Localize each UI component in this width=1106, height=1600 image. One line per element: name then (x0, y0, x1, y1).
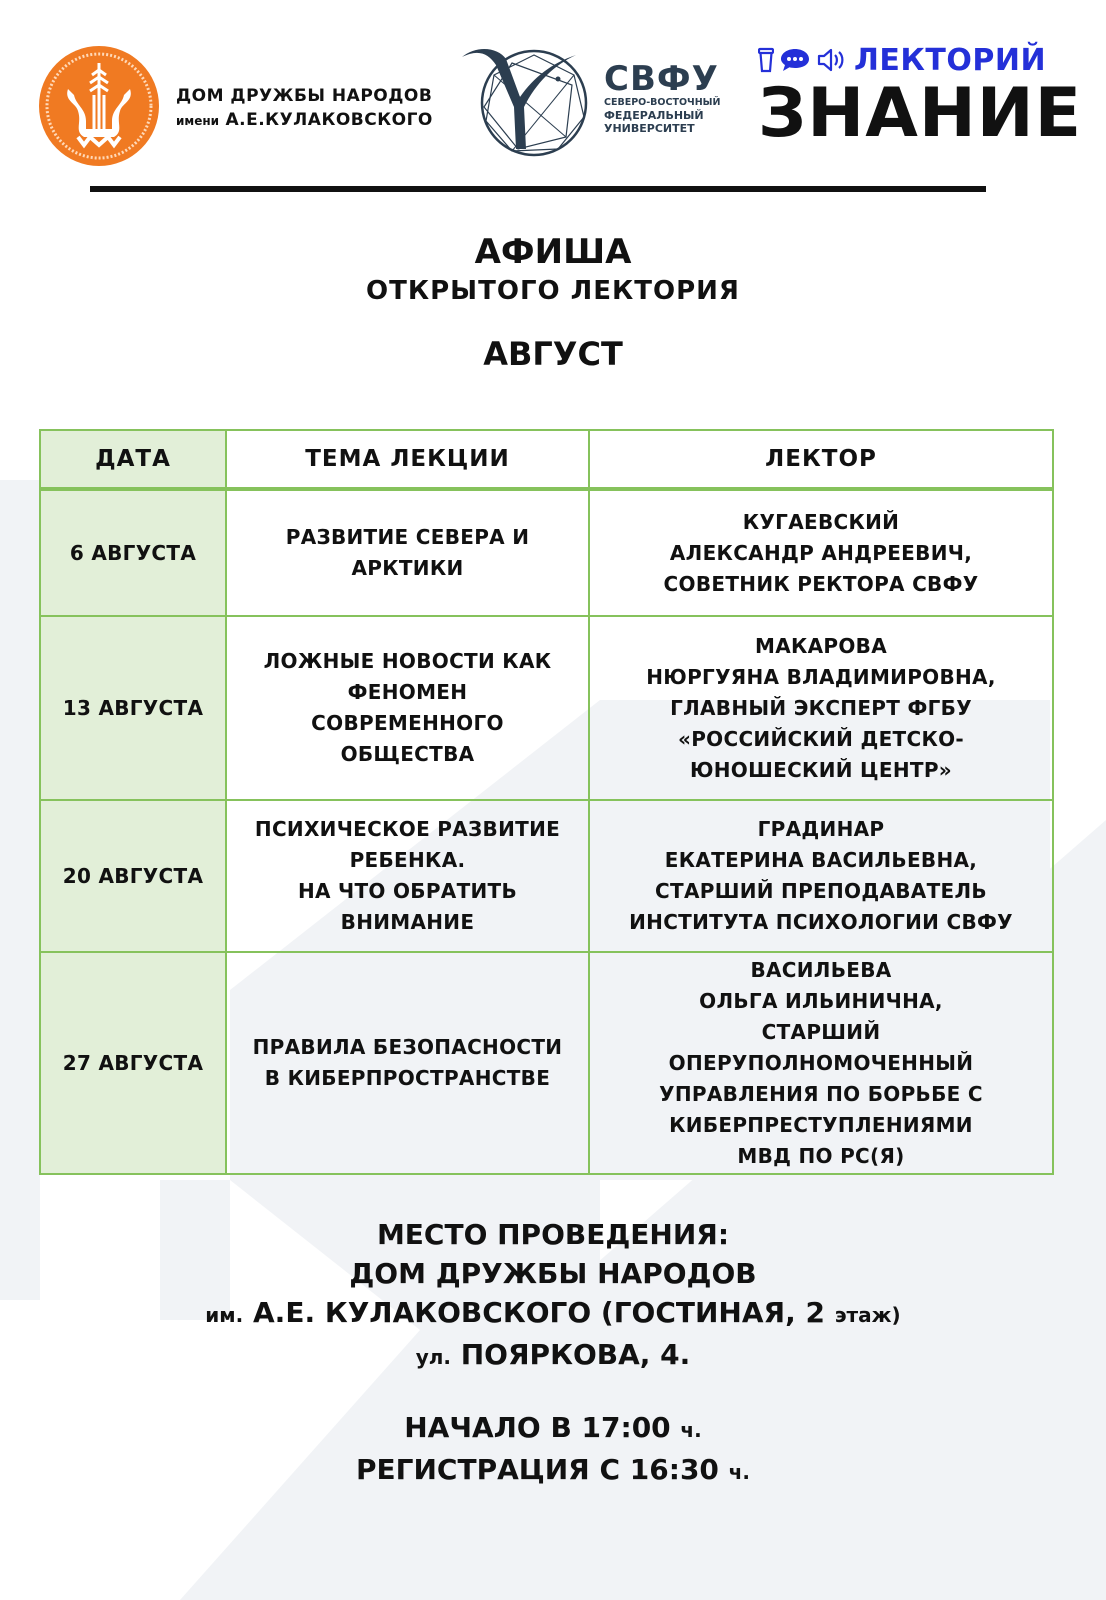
venue-im-name: А.Е. КУЛАКОВСКОГО (ГОСТИНАЯ, 2 (253, 1296, 825, 1329)
topic-line: В КИБЕРПРОСТРАНСТВЕ (264, 1066, 551, 1090)
start-time-label: НАЧАЛО В 17:00 (404, 1411, 671, 1444)
lecturer-line: ГРАДИНАР (757, 817, 885, 841)
header-lecturer: ЛЕКТОР (589, 430, 1053, 489)
lecturer-line: КУГАЕВСКИЙ (742, 509, 900, 534)
lecturer-line: СОВЕТНИК РЕКТОРА СВФУ (663, 571, 979, 596)
svfu-logo-text (604, 59, 721, 135)
chat-bubble-icon (780, 47, 810, 73)
lecturer-line: МАКАРОВА (755, 633, 887, 658)
page-subtitle: ОТКРЫТОГО ЛЕКТОРИЯ (366, 276, 740, 306)
topic-line: ПРАВИЛА БЕЗОПАСНОСТИ (252, 1035, 563, 1059)
znanie-logo-lektoriy: ЛЕКТОРИЙ (854, 42, 1047, 78)
poster-titles (0, 230, 1106, 374)
znanie-logo-word: ЗНАНИЕ (758, 74, 1083, 153)
time-info (0, 1408, 1106, 1492)
topic-line: РЕБЕНКА. (349, 848, 466, 872)
venue-street-prefix: ул. (415, 1345, 451, 1369)
lecturer-line: МВД ПО РС(Я) (737, 1143, 905, 1168)
lecturer (589, 489, 1053, 616)
registration-time-label: РЕГИСТРАЦИЯ С 16:30 (356, 1453, 719, 1486)
topic-line: РАЗВИТИЕ СЕВЕРА И (285, 525, 530, 549)
header-date: ДАТА (40, 430, 226, 489)
venue-name: ДОМ ДРУЖБЫ НАРОДОВ (349, 1257, 757, 1290)
lecture-schedule-table (39, 429, 1054, 1175)
lecturer-line: ЮНОШЕСКИЙ ЦЕНТР» (689, 757, 953, 782)
svfu-emblem-logo (462, 45, 590, 157)
venue-named-after (0, 1293, 1106, 1335)
lecturer-line: НЮРГУЯНА ВЛАДИМИРОВНА, (646, 664, 996, 689)
svfu-line1: СЕВЕРО-ВОСТОЧНЫЙ (604, 97, 721, 108)
venue-street: ПОЯРКОВА, 4. (460, 1338, 691, 1371)
header-topic: ТЕМА ЛЕКЦИИ (226, 430, 589, 489)
lecturer-line: СТАРШИЙ ПРЕПОДАВАТЕЛЬ (655, 879, 987, 903)
table-row (40, 616, 1053, 800)
venue-im-prefix: им. (205, 1303, 244, 1327)
ddn-logo-text (176, 86, 433, 130)
lecture-date: 27 АВГУСТА (40, 952, 226, 1174)
venue-floor: этаж) (834, 1303, 901, 1327)
lecture-topic (226, 489, 589, 616)
topic-line: ФЕНОМЕН (347, 680, 468, 704)
table-row (40, 800, 1053, 952)
table-row (40, 952, 1053, 1174)
topic-line: ВНИМАНИЕ (340, 910, 475, 934)
svfu-line3: УНИВЕРСИТЕТ (604, 122, 695, 135)
ddn-logo-prefix: имени (176, 114, 220, 128)
lecture-topic (226, 952, 589, 1174)
month-title: АВГУСТ (483, 335, 623, 373)
lecture-topic (226, 800, 589, 952)
lecturer-line: КИБЕРПРЕСТУПЛЕНИЯМИ (669, 1112, 973, 1137)
ddn-logo-name: ДОМ ДРУЖБЫ НАРОДОВ (176, 86, 433, 106)
topic-line: ОБЩЕСТВА (340, 742, 475, 766)
svfu-abbr: СВФУ (604, 59, 719, 99)
lecturer-line: ИНСТИТУТА ПСИХОЛОГИИ СВФУ (629, 910, 1013, 934)
venue-address (0, 1335, 1106, 1377)
svfu-line2: ФЕДЕРАЛЬНЫЙ (604, 109, 704, 122)
lecturer (589, 800, 1053, 952)
registration-time-unit: ч. (728, 1460, 750, 1484)
lecturer (589, 616, 1053, 800)
lecture-topic (226, 616, 589, 800)
znanie-logo (758, 42, 1083, 162)
lecturer-line: ЕКАТЕРИНА ВАСИЛЬЕВНА, (664, 848, 978, 872)
lecture-date: 6 АВГУСТА (40, 489, 226, 616)
start-time (0, 1408, 1106, 1450)
topic-line: СОВРЕМЕННОГО (311, 711, 504, 735)
lecturer-line: «РОССИЙСКИЙ ДЕТСКО- (677, 726, 965, 751)
page-title: АФИША (474, 232, 632, 272)
registration-time (0, 1450, 1106, 1492)
lecture-date: 20 АВГУСТА (40, 800, 226, 952)
lecturer-line: ГЛАВНЫЙ ЭКСПЕРТ ФГБУ (670, 695, 972, 720)
topic-line: АРКТИКИ (351, 556, 464, 580)
table-row (40, 489, 1053, 616)
start-time-unit: ч. (680, 1418, 702, 1442)
lecturer-line: ВАСИЛЬЕВА (750, 957, 892, 982)
ddn-logo-suffix: А.Е.КУЛАКОВСКОГО (225, 110, 433, 130)
header (0, 0, 1106, 190)
venue-info (0, 1215, 1106, 1377)
ddn-logo-subtitle (176, 110, 433, 130)
lecturer-line: ОЛЬГА ИЛЬИНИЧНА, (699, 988, 943, 1013)
topic-line: ПСИХИЧЕСКОЕ РАЗВИТИЕ (254, 817, 561, 841)
speaker-icon (816, 47, 846, 73)
lecturer-line: ОПЕРУПОЛНОМОЧЕННЫЙ (668, 1050, 974, 1075)
cup-icon (758, 47, 774, 73)
topic-line: ЛОЖНЫЕ НОВОСТИ КАК (263, 649, 552, 673)
lecture-date: 13 АВГУСТА (40, 616, 226, 800)
lecturer-line: СТАРШИЙ (761, 1019, 881, 1044)
header-divider (90, 186, 986, 192)
lecturer-line: АЛЕКСАНДР АНДРЕЕВИЧ, (669, 540, 973, 565)
venue-label: МЕСТО ПРОВЕДЕНИЯ: (376, 1218, 730, 1251)
table-header-row (40, 430, 1053, 489)
lecturer-line: УПРАВЛЕНИЯ ПО БОРЬБЕ С (659, 1081, 983, 1106)
ddn-emblem-logo (38, 45, 160, 167)
lecturer (589, 952, 1053, 1174)
topic-line: НА ЧТО ОБРАТИТЬ (297, 879, 518, 903)
